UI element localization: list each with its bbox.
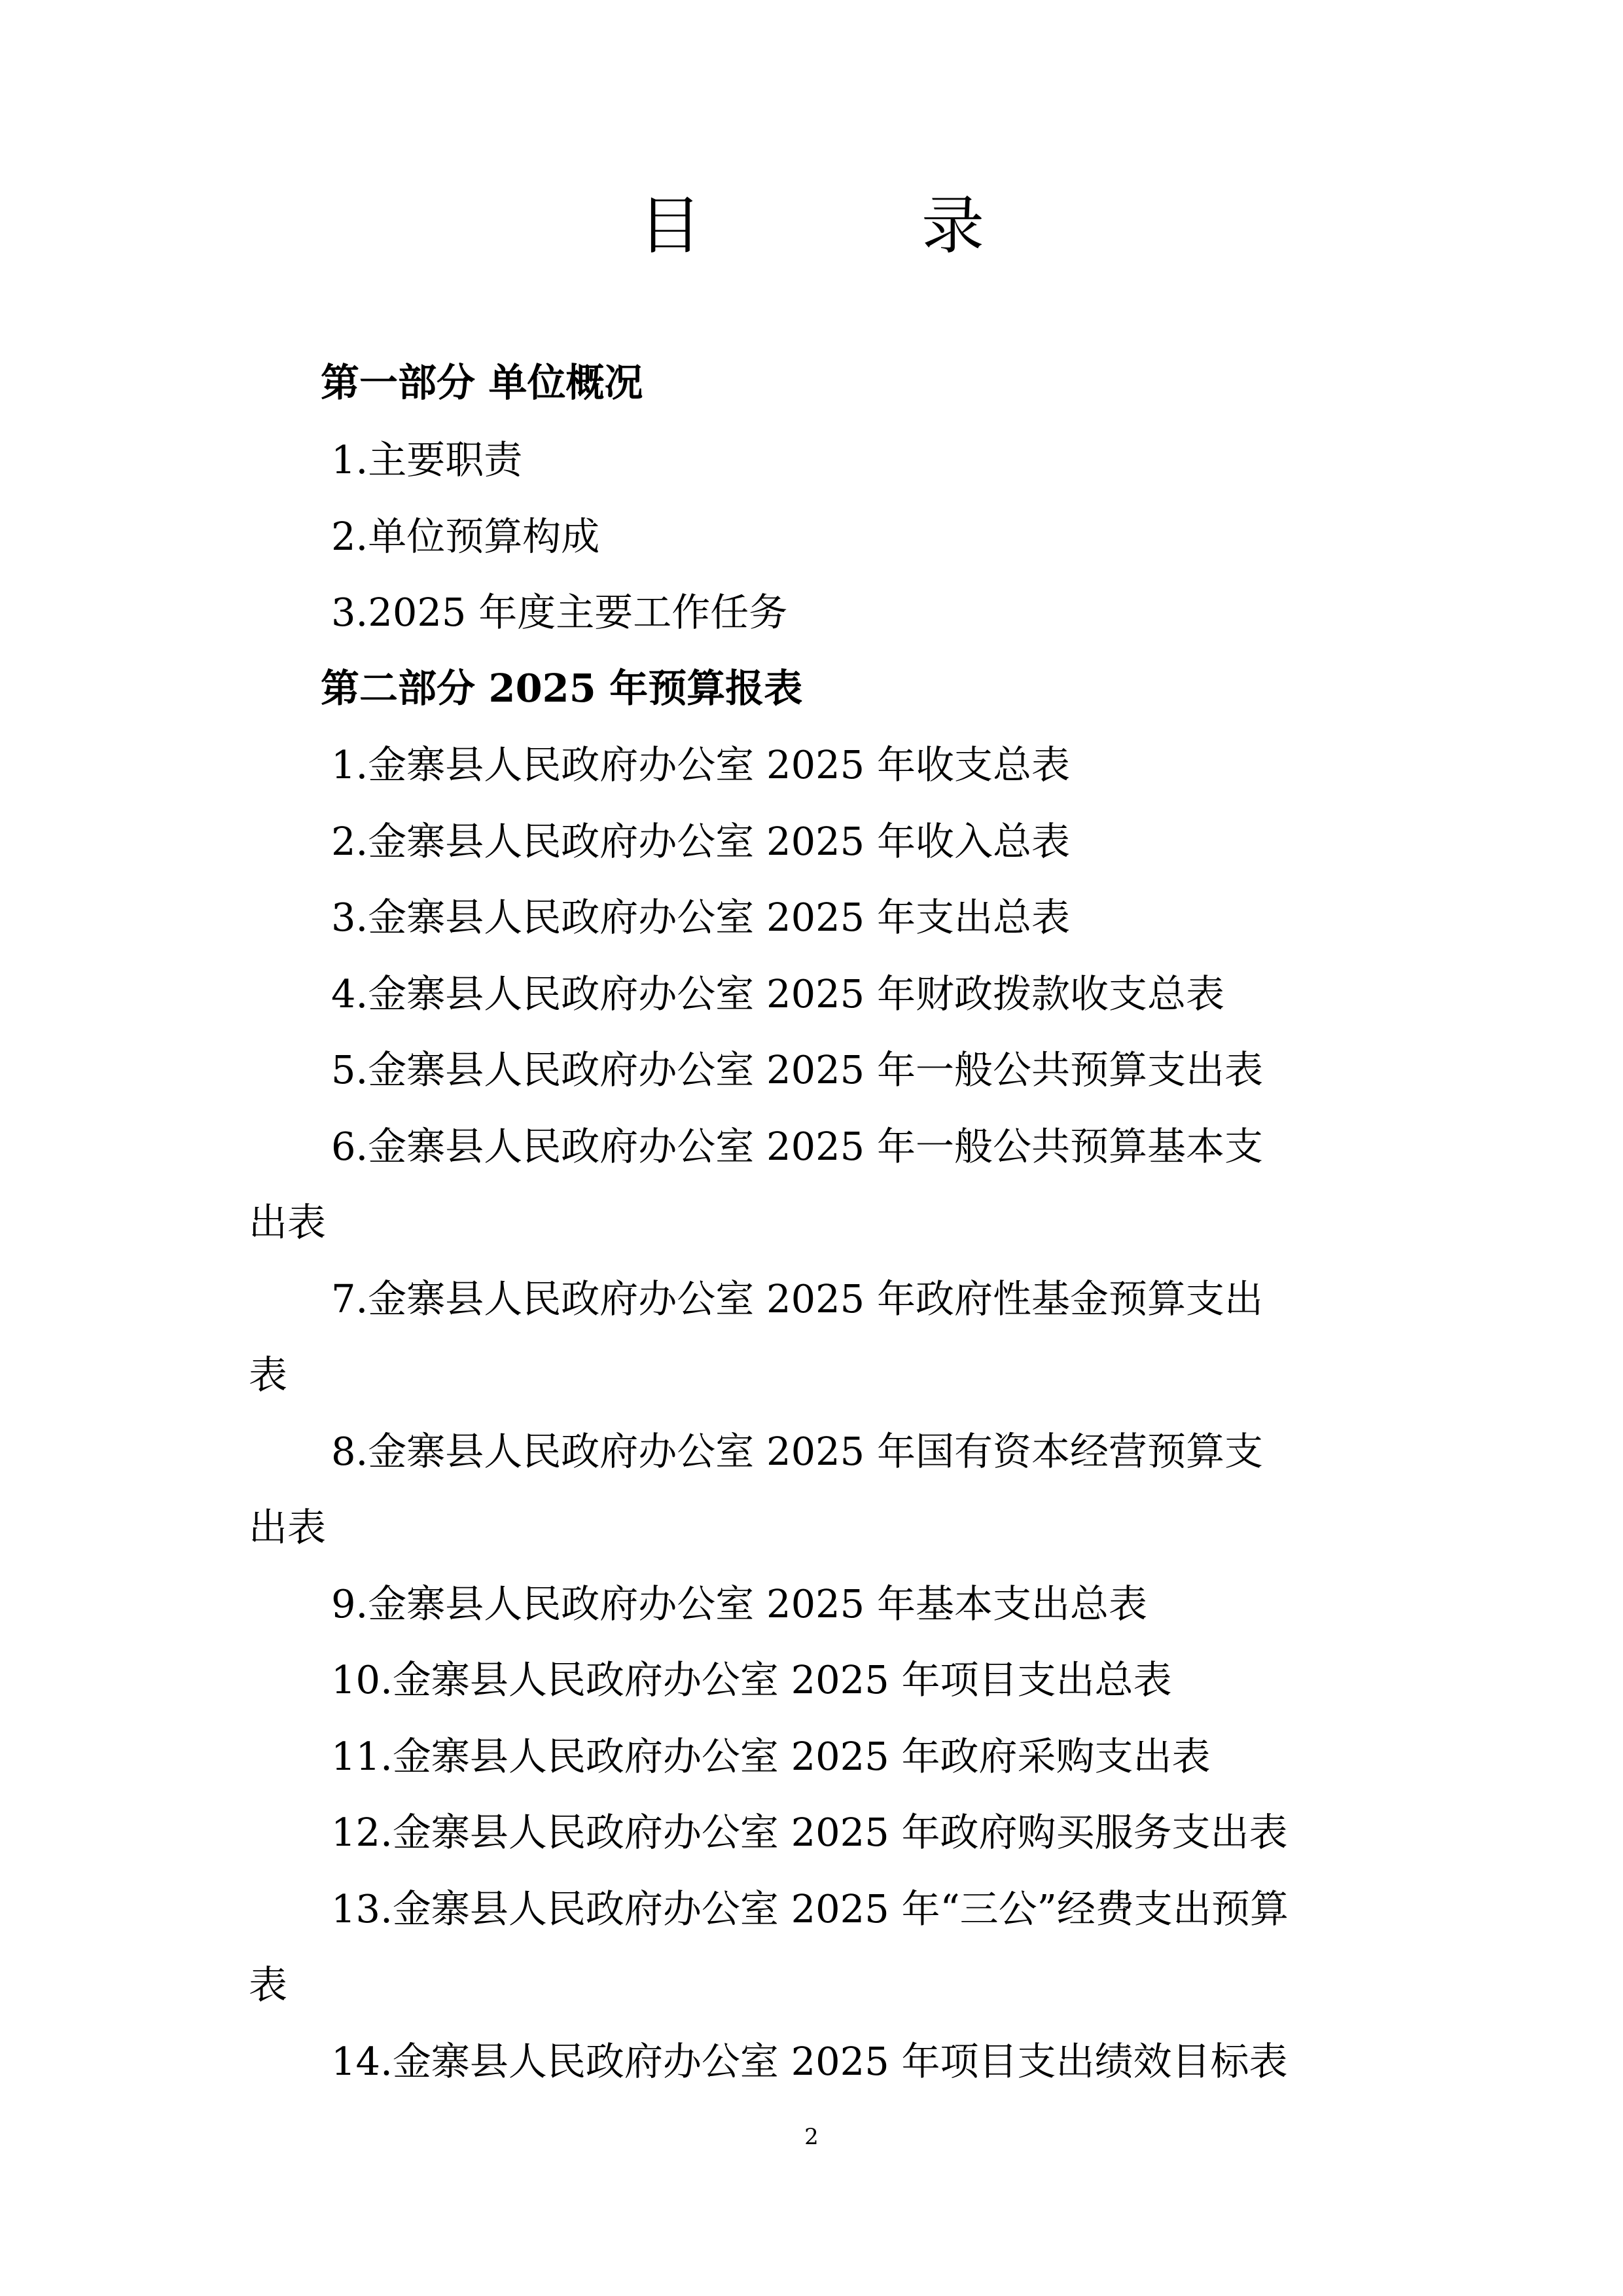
toc-part2-item-8: 8.金寨县人民政府办公室 2025 年国有资本经营预算支 xyxy=(331,1429,1263,1474)
toc-part2-item-6: 6.金寨县人民政府办公室 2025 年一般公共预算基本支 xyxy=(331,1124,1263,1169)
toc-part2-item-7-continued: 表 xyxy=(249,1352,288,1397)
toc-part2-item-9: 9.金寨县人民政府办公室 2025 年基本支出总表 xyxy=(331,1581,1147,1626)
toc-part2-item-4: 4.金寨县人民政府办公室 2025 年财政拨款收支总表 xyxy=(331,971,1224,1016)
toc-part2-item-10: 10.金寨县人民政府办公室 2025 年项目支出总表 xyxy=(331,1657,1172,1702)
toc-part2-item-13: 13.金寨县人民政府办公室 2025 年“三公”经费支出预算 xyxy=(331,1886,1289,1931)
page-title: 目 录 xyxy=(639,189,1063,262)
toc-part2-item-12: 12.金寨县人民政府办公室 2025 年政府购买服务支出表 xyxy=(331,1810,1288,1855)
toc-part2-item-8-continued: 出表 xyxy=(249,1505,327,1550)
toc-part2-heading: 第二部分 2025 年预算报表 xyxy=(321,666,803,711)
toc-part1-item-2: 2.单位预算构成 xyxy=(331,514,600,559)
page-number: 2 xyxy=(804,2124,819,2150)
toc-part2-item-2: 2.金寨县人民政府办公室 2025 年收入总表 xyxy=(331,819,1070,864)
toc-part2-item-1: 1.金寨县人民政府办公室 2025 年收支总表 xyxy=(331,742,1070,787)
toc-part2-item-3: 3.金寨县人民政府办公室 2025 年支出总表 xyxy=(331,895,1070,940)
toc-part1-item-3: 3.2025 年度主要工作任务 xyxy=(331,590,788,635)
toc-part2-item-13-continued: 表 xyxy=(249,1962,288,2007)
toc-part2-item-7: 7.金寨县人民政府办公室 2025 年政府性基金预算支出 xyxy=(331,1276,1263,1321)
toc-part2-item-5: 5.金寨县人民政府办公室 2025 年一般公共预算支出表 xyxy=(331,1047,1263,1092)
toc-part2-item-14: 14.金寨县人民政府办公室 2025 年项目支出绩效目标表 xyxy=(331,2039,1288,2084)
toc-part2-item-6-continued: 出表 xyxy=(249,1200,327,1245)
toc-part1-heading: 第一部分 单位概况 xyxy=(321,360,643,405)
toc-part2-item-11: 11.金寨县人民政府办公室 2025 年政府采购支出表 xyxy=(331,1734,1211,1779)
toc-part1-item-1: 1.主要职责 xyxy=(331,437,523,482)
